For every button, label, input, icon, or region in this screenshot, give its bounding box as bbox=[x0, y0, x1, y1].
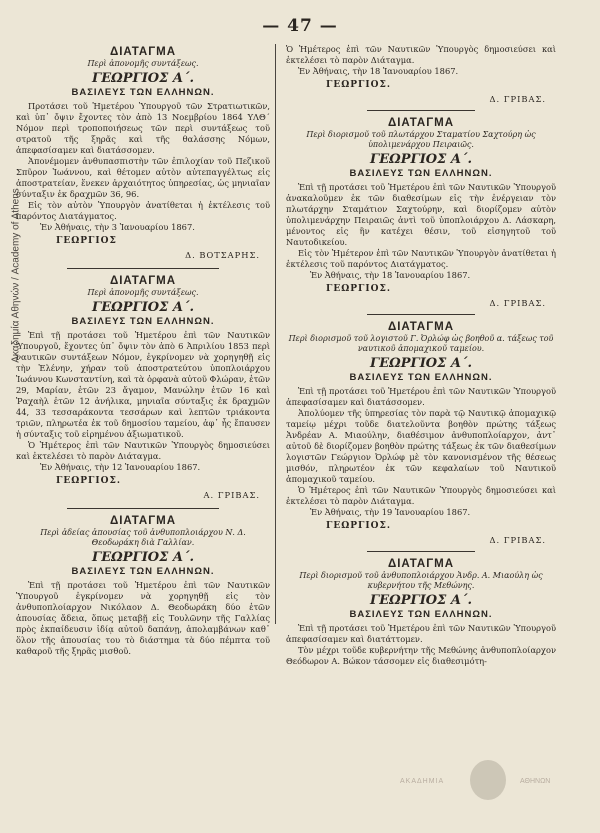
decree-paragraph: Προτάσει τοῦ Ἡμετέρου Ὑπουργοῦ τῶν Στρατιωτικῶν, καὶ ὑπ᾽ ὄψιν ἔχοντες τὸν ἀπὸ 13 Νοεμβρίου 1864 ΥΛΘ΄ Νόμον περὶ τροποποιήσεως τῶν περὶ συντάξεως τοῦ στρατοῦ τῆς ξηρᾶς καὶ τῆς θαλάσσης Νόμων, ἀπεφασίσαμεν καὶ διατάσσομεν. bbox=[16, 101, 270, 155]
section-rule bbox=[67, 268, 219, 269]
king-title: ΒΑΣΙΛΕΥΣ ΤΩΝ ΕΛΛΗΝΩΝ. bbox=[349, 168, 493, 179]
section-rule bbox=[367, 314, 475, 315]
decree-paragraph: Ἐπὶ τῇ προτάσει τοῦ Ἡμετέρου ἐπὶ τῶν Ναυτικῶν Ὑπουργοῦ ἀπεφασίσαμεν καὶ διατάττομεν. bbox=[286, 623, 556, 644]
decree-paragraph: Ἀπολύομεν τῆς ὑπηρεσίας τὸν παρὰ τῷ Ναυτικῷ ἀπομαχικῷ ταμείῳ μέχρι τοῦδε διατελοῦντα βοηθὸν πρώτης τάξεως Ἀνδρέαν Α. Μιαούλην, διαθέσιμον ἀνθυποπλοίαρχον, ἀντ᾽ αὐτοῦ δὲ διορίζομεν βοηθὸν πρώτης τάξεως ἐκ τῶν διαθεσίμων λογιστῶν Γεώργιον Ὀρλώφ μὲ τὸν κανονισμένον τῆς θέσεως μισθόν, πληρωτέον ἐκ τῶν κεφαλαίων τοῦ Ναυτικοῦ ἀπομαχικοῦ ταμείου. bbox=[286, 408, 556, 484]
section-rule bbox=[367, 110, 475, 111]
decree-paragraph: Εἰς τὸν Ἡμέτερον ἐπὶ τῶν Ναυτικῶν Ὑπουργὸν ἀνατίθεται ἡ ἐκτέλεσις τοῦ παρόντος Διατάγματος. bbox=[286, 248, 556, 269]
decree-1 bbox=[16, 46, 270, 260]
king-title: ΒΑΣΙΛΕΥΣ ΤΩΝ ΕΛΛΗΝΩΝ. bbox=[349, 609, 493, 620]
column-divider bbox=[275, 44, 276, 624]
minister-signature: Δ. ΓΡΙΒΑΣ. bbox=[489, 298, 546, 308]
king-title: ΒΑΣΙΛΕΥΣ ΤΩΝ ΕΛΛΗΝΩΝ. bbox=[71, 566, 215, 577]
decree-title: ΔΙΑΤΑΓΜΑ bbox=[109, 275, 177, 287]
decree-continuation bbox=[286, 44, 556, 104]
king-signature: ΓΕΩΡΓΙΟΣ. bbox=[326, 80, 391, 90]
decree-paragraph: Ἀπονέμομεν ἀνθυπασπιστὴν τῶν ἐπιλοχίαν τοῦ Πεζικοῦ Σπῦρον Ἰωάννου, καὶ θέτομεν αὐτὸν αὐτεπαγγέλτως εἰς ἀποστρατείαν, ἕνεκεν ἀρχαιότητος ὑπηρεσίας, ὡς μηνιαῖαν σύνταξιν ἐκ δραχμῶν 36, 96. bbox=[16, 156, 270, 199]
decree-date: Ἐν Ἀθήναις, τὴν 18 Ἰανουαρίου 1867. bbox=[298, 66, 459, 76]
minister-signature: Δ. ΓΡΙΒΑΣ. bbox=[489, 535, 546, 545]
minister-signature: Δ. ΓΡΙΒΑΣ. bbox=[489, 94, 546, 104]
king-signature: ΓΕΩΡΓΙΟΣ. bbox=[326, 521, 391, 531]
king-title: ΒΑΣΙΛΕΥΣ ΤΩΝ ΕΛΛΗΝΩΝ. bbox=[71, 316, 215, 327]
decree-paragraph: Ἐπὶ τῇ προτάσει τοῦ Ἡμετέρου ἐπὶ τῶν Ναυτικῶν Ὑπουργοῦ, ἔχοντες ὑπ᾽ ὄψιν τὸν ἀπὸ 6 Ἀπριλίου 1853 περὶ ναυτικῶν συντάξεων Νόμον, ἐγκρίνομεν νὰ χορηγηθῇ εἰς τὴν Ἑλένην, χήραν τοῦ ἀποστρατεύτου ὑποπλοιάρχου Ἰωάννου Κωνσταντίνη, καὶ τὰ ὀρφανὰ αὐτοῦ Φλώραν, ἐτῶν 29, Μαρίαν, ἐτῶν 23 ἄγαμον, Μανώλην ἐτῶν 16 καὶ Ῥαχαὴλ ἐτῶν 12 ἀνήλικα, μηνιαῖα σύνταξις ἐκ δραχμῶν 44, 33 τεσσαράκοντα τεσσάρων καὶ λεπτῶν τριάκοντα τριῶν, πληρωτέα ἐκ τοῦ δημοσίου ταμείου, ἀφ᾽ ἧς ἔπαυσεν ἡ σύνταξις τοῦ εἰρημένου ἀξιωματικοῦ. bbox=[16, 330, 270, 439]
decree-subtitle: Περὶ διορισμοῦ τοῦ λογιστοῦ Γ. Ὀρλώφ ὡς βοηθοῦ α. τάξεως τοῦ ναυτικοῦ ἀπομαχικοῦ ταμείου. bbox=[288, 334, 554, 353]
decree-4 bbox=[286, 117, 556, 308]
ink-blot bbox=[470, 760, 506, 800]
decree-paragraph: Ἐπὶ τῇ προτάσει τοῦ Ἡμετέρου ἐπὶ τῶν Ναυτικῶν Ὑπουργοῦ ἐγκρίνομεν νὰ χορηγηθῇ εἰς τὸν ἀνθυποπλοίαρχον Νικόλαον Δ. Θεοδωράκη δύο ἐτῶν ἀπουσίας ἄδεια, ὅπως μεταβῇ εἰς Τουλῶνην τῆς Γαλλίας πρὸς ἐκπαίδευσιν ἰδίᾳ αὐτοῦ δαπάνῃ, ἀπολαμβάνων καθ᾽ ὅλον τῆς ἀπουσίας του τὸ διάστημα τὰ δύο πέμπτα τοῦ καθαροῦ τῆς ξηρᾶς μισθοῦ. bbox=[16, 580, 270, 656]
decree-paragraph: Τὸν μέχρι τοῦδε κυβερνήτην τῆς Μεθώνης ἀνθυποπλοίαρχον Θεόδωρον Α. Βώκον τάσσομεν εἰς διαθεσιμότη- bbox=[286, 645, 556, 666]
decree-subtitle: Περὶ διορισμοῦ τοῦ ἀνθυποπλοιάρχου Ἀνδρ. Α. Μιαούλη ὡς κυβερνήτου τῆς Μεθώνης. bbox=[299, 571, 543, 590]
archive-watermark: Ακαδημία Αθηνών / Academy of Athens bbox=[10, 188, 22, 363]
decree-subtitle: Περὶ ἀπονομῆς συντάξεως. bbox=[87, 288, 199, 297]
decree-paragraph: Ὁ Ἡμέτερος ἐπὶ τῶν Ναυτικῶν Ὑπουργὸς δημοσιεύσει καὶ ἐκτελέσει τὸ παρὸν Διάταγμα. bbox=[286, 44, 556, 65]
decree-paragraph: Ὁ Ἡμέτερος ἐπὶ τῶν Ναυτικῶν Ὑπουργὸς δημοσιεύσει καὶ ἐκτελέσει τὸ παρὸν Διάταγμα. bbox=[16, 440, 270, 461]
king-title: ΒΑΣΙΛΕΥΣ ΤΩΝ ΕΛΛΗΝΩΝ. bbox=[71, 87, 215, 98]
decree-date: Ἐν Ἀθήναις, τὴν 12 Ἰανουαρίου 1867. bbox=[40, 462, 201, 472]
page-number: — 47 — bbox=[262, 16, 338, 36]
decree-5 bbox=[286, 321, 556, 545]
decree-2 bbox=[16, 275, 270, 500]
decree-title: ΔΙΑΤΑΓΜΑ bbox=[387, 321, 455, 333]
decree-title: ΔΙΑΤΑΓΜΑ bbox=[109, 515, 177, 527]
minister-signature: Α. ΓΡΙΒΑΣ. bbox=[203, 490, 260, 500]
decree-subtitle: Περὶ ἀπονομῆς συντάξεως. bbox=[87, 59, 199, 68]
king-name: ΓΕΩΡΓΙΟΣ Α΄. bbox=[370, 593, 472, 608]
king-signature: ΓΕΩΡΓΙΟΣ. bbox=[56, 476, 121, 486]
decree-6 bbox=[286, 558, 556, 667]
decree-title: ΔΙΑΤΑΓΜΑ bbox=[387, 558, 455, 570]
decree-title: ΔΙΑΤΑΓΜΑ bbox=[109, 46, 177, 58]
section-rule bbox=[367, 551, 475, 552]
king-name: ΓΕΩΡΓΙΟΣ Α΄. bbox=[92, 300, 194, 315]
left-column bbox=[16, 44, 270, 657]
king-name: ΓΕΩΡΓΙΟΣ Α΄. bbox=[370, 356, 472, 371]
decree-subtitle: Περὶ διορισμοῦ τοῦ πλωτάρχου Σταματίου Σαχτούρη ὡς ὑπολιμενάρχου Πειραιῶς. bbox=[306, 130, 536, 149]
decree-date: Ἐν Ἀθήναις, τὴν 3 Ἰανουαρίου 1867. bbox=[40, 222, 195, 232]
section-rule bbox=[67, 508, 219, 509]
king-name: ΓΕΩΡΓΙΟΣ Α΄. bbox=[370, 152, 472, 167]
library-stamp-right: ΑΘΗΝΩΝ bbox=[520, 778, 551, 785]
decree-date: Ἐν Ἀθήναις, τὴν 19 Ἰανουαρίου 1867. bbox=[310, 507, 471, 517]
right-column bbox=[286, 44, 556, 667]
king-name: ΓΕΩΡΓΙΟΣ Α΄. bbox=[92, 550, 194, 565]
decree-paragraph: Εἰς τὸν αὐτὸν Ὑπουργὸν ἀνατίθεται ἡ ἐκτέλεσις τοῦ παρόντος Διατάγματος. bbox=[16, 200, 270, 221]
king-title: ΒΑΣΙΛΕΥΣ ΤΩΝ ΕΛΛΗΝΩΝ. bbox=[349, 372, 493, 383]
decree-paragraph: Ἐπὶ τῇ προτάσει τοῦ Ἡμετέρου ἐπὶ τῶν Ναυτικῶν Ὑπουργοῦ ἀπεφασίσαμεν καὶ διατάσσομεν. bbox=[286, 386, 556, 407]
decree-paragraph: Ὁ Ἡμέτερος ἐπὶ τῶν Ναυτικῶν Ὑπουργὸς δημοσιεύσει καὶ ἐκτελέσει τὸ παρὸν Διάταγμα. bbox=[286, 485, 556, 506]
minister-signature: Δ. ΒΟΤΣΑΡΗΣ. bbox=[185, 250, 260, 260]
decree-paragraph: Ἐπὶ τῇ προτάσει τοῦ Ἡμετέρου ἐπὶ τῶν Ναυτικῶν Ὑπουργοῦ ἀνακαλοῦμεν ἐκ τῶν διαθεσίμων εἰς τὴν ἐνέργειαν τὸν πλωτάρχην Σταμάτιον Σαχτούρην, καὶ διορίζομεν αὐτὸν ὑπολιμενάρχην Πειραιῶς ἀντὶ τοῦ ὑποπλοιάρχου Δ. Λάσκαρη, μένοντος εἰς ἣν κατέχει θέσιν, τοῦ εἰσηγητοῦ τοῦ Ναυτοδικείου. bbox=[286, 182, 556, 247]
king-signature: ΓΕΩΡΓΙΟΣ. bbox=[326, 284, 391, 294]
decree-3 bbox=[16, 515, 270, 657]
king-name: ΓΕΩΡΓΙΟΣ Α΄. bbox=[92, 71, 194, 86]
decree-title: ΔΙΑΤΑΓΜΑ bbox=[387, 117, 455, 129]
decree-subtitle: Περὶ ἀδείας ἀπουσίας τοῦ ἀνθυποπλοιάρχου Ν. Δ. Θεοδωράκη διὰ Γαλλίαν. bbox=[40, 528, 246, 547]
decree-date: Ἐν Ἀθήναις, τὴν 18 Ἰανουαρίου 1867. bbox=[310, 270, 471, 280]
king-signature: ΓΕΩΡΓΙΟΣ bbox=[56, 236, 117, 246]
library-stamp-left: ΑΚΑΔΗΜΙΑ bbox=[400, 778, 445, 785]
